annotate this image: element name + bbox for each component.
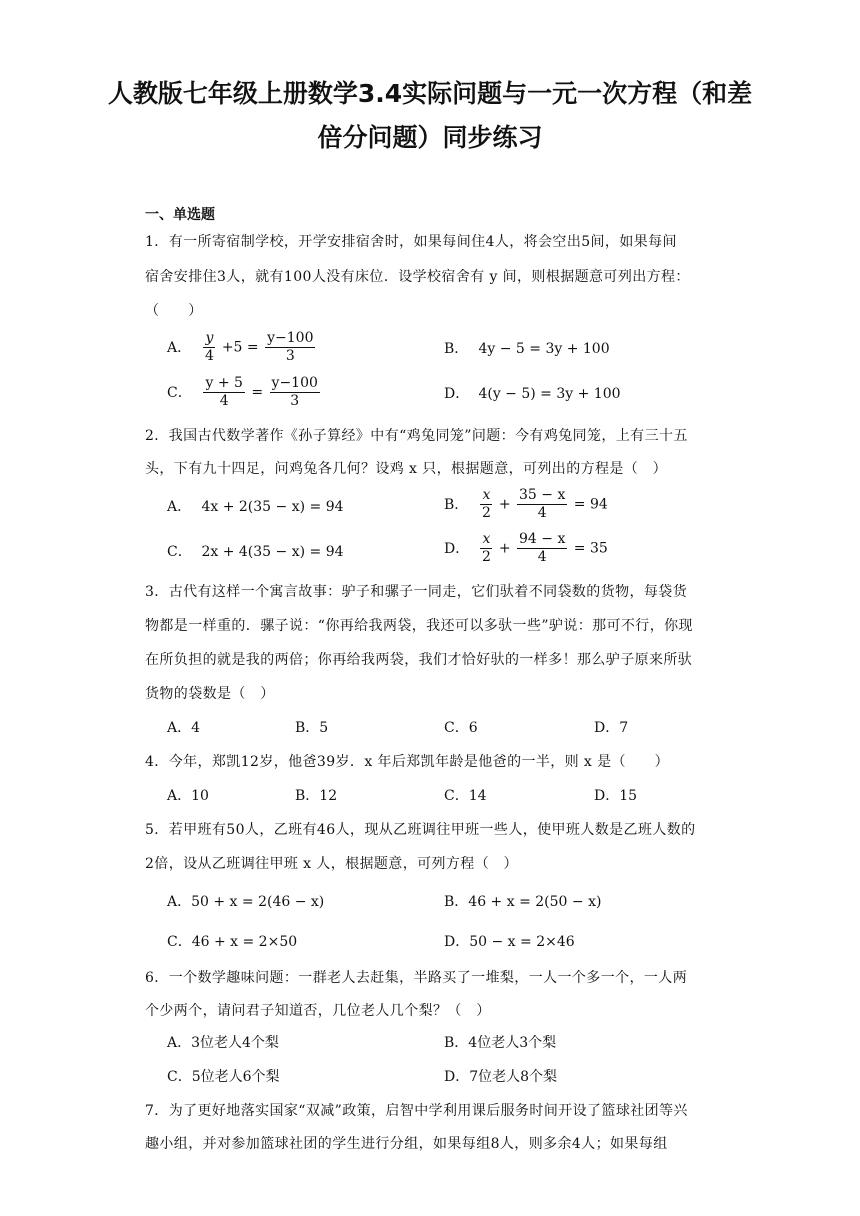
question-1-text-line-2: 宿舍安排住3人，就有100人没有床位．设学校宿舍有 y 间，则根据题意可列出方程： bbox=[145, 269, 690, 285]
question-7-text-line-2: 趣小组，并对参加篮球社团的学生进行分组，如果每组8人，则多余4人；如果每组 bbox=[145, 1136, 668, 1152]
question-5-text-line-2: 2倍，设从乙班调往甲班 x 人，根据题意，可列方程（ ） bbox=[145, 856, 518, 872]
question-3-text-line-2: 物都是一样重的．骡子说：“你再给我两袋，我还可以多驮一些”驴说：那可不行，你现 bbox=[145, 618, 693, 634]
option-label: D． bbox=[444, 540, 470, 557]
option-c-formula: 2x + 4(35 − x) = 94 bbox=[201, 544, 344, 560]
document-title-line-2: 倍分问题）同步练习 bbox=[317, 123, 543, 152]
question-4-option-c[interactable]: C．14 bbox=[444, 788, 487, 804]
question-2-text-line-1: 2．我国古代数学著作《孙子算经》中有“鸡兔同笼”问题：今有鸡兔同笼，上有三十五 bbox=[145, 428, 688, 444]
question-1-option-a[interactable]: A． $\frac{y}{4}$ +5 = $\frac{y-100}{3}$ bbox=[167, 330, 314, 364]
option-label: C． bbox=[167, 544, 192, 560]
question-4-option-b[interactable]: B．12 bbox=[295, 788, 338, 804]
question-3-option-d[interactable]: D．7 bbox=[594, 720, 629, 736]
question-2-text-line-2: 头，下有九十四足，问鸡兔各几何？设鸡 x 只，根据题意，可列出的方程是（ ） bbox=[145, 461, 667, 477]
option-label: B． bbox=[444, 341, 469, 357]
question-6-option-b[interactable]: B．4位老人3个梨 bbox=[444, 1035, 557, 1051]
question-1-option-b[interactable] bbox=[444, 338, 610, 358]
question-4-text-line-1: 4．今年，郑凯12岁，他爸39岁．x 年后郑凯年龄是他爸的一半，则 x 是（ ） bbox=[145, 754, 670, 770]
question-2-option-a[interactable] bbox=[167, 496, 344, 516]
question-2-option-b[interactable]: B． $\frac{x}{2}$ + $\frac{35 - x}{4}$ = 94 bbox=[444, 487, 608, 521]
question-1-option-c[interactable]: C． $\frac{y + 5}{4}$ = $\frac{y-100}{3}$ bbox=[167, 375, 318, 409]
question-6-text-line-1: 6．一个数学趣味问题：一群老人去赶集，半路买了一堆梨，一人一个多一个，一人两 bbox=[145, 970, 688, 986]
question-3-option-c[interactable]: C．6 bbox=[444, 720, 478, 736]
option-label: C． bbox=[167, 384, 192, 401]
question-6-option-a[interactable]: A．3位老人4个梨 bbox=[167, 1035, 279, 1051]
fraction: $\frac{y-100}{3}$ bbox=[271, 375, 318, 409]
question-4-option-d[interactable]: D．15 bbox=[594, 788, 638, 804]
option-label: B． bbox=[444, 496, 469, 513]
option-d-formula: 4(y − 5) = 3y + 100 bbox=[478, 386, 621, 402]
option-a-formula: 4x + 2(35 − x) = 94 bbox=[201, 499, 344, 515]
question-6-text-line-2: 个少两个，请问君子知道否，几位老人几个梨？（ ） bbox=[145, 1003, 491, 1019]
question-3-text-line-3: 在所负担的就是我的两倍；你再给我两袋，我们才恰好驮的一样多！那么驴子原来所驮 bbox=[145, 652, 693, 668]
question-3-option-a[interactable]: A．4 bbox=[167, 720, 201, 736]
fraction: $\frac{x}{2}$ bbox=[481, 487, 491, 521]
question-7-text-line-1: 7．为了更好地落实国家“双减”政策，启智中学利用课后服务时间开设了篮球社团等兴 bbox=[145, 1103, 688, 1119]
question-5-text-line-1: 5．若甲班有50人，乙班有46人，现从乙班调往甲班一些人，使甲班人数是乙班人数的 bbox=[145, 822, 696, 838]
question-6-option-c[interactable]: C．5位老人6个梨 bbox=[167, 1069, 280, 1085]
question-1-text-line-1: 1．有一所寄宿制学校，开学安排宿舍时，如果每间住4人，将会空出5间，如果每间 bbox=[145, 234, 677, 250]
option-b-formula: 4y − 5 = 3y + 100 bbox=[478, 341, 610, 357]
question-2-option-d[interactable]: D． $\frac{x}{2}$ + $\frac{94 - x}{4}$ = 35 bbox=[444, 531, 608, 565]
section-heading: 一、单选题 bbox=[145, 207, 215, 223]
fraction: $\frac{y-100}{3}$ bbox=[267, 330, 314, 364]
question-5-option-b[interactable]: B．46 + x = 2(50 − x) bbox=[444, 894, 602, 910]
question-3-text-line-4: 货物的袋数是（ ） bbox=[145, 686, 275, 702]
question-3-option-b[interactable]: B．5 bbox=[295, 720, 329, 736]
question-3-text-line-1: 3．古代有这样一个寓言故事：驴子和骡子一同走，它们驮着不同袋数的货物，每袋货 bbox=[145, 584, 688, 600]
fraction: $\frac{94 - x}{4}$ bbox=[519, 531, 566, 565]
document-title-line-1: 人教版七年级上册数学3.4实际问题与一元一次方程（和差 bbox=[107, 79, 753, 108]
option-label: A． bbox=[167, 499, 192, 515]
question-1-option-d[interactable] bbox=[444, 383, 621, 403]
question-4-option-a[interactable]: A．10 bbox=[167, 788, 209, 804]
question-5-option-a[interactable]: A．50 + x = 2(46 − x) bbox=[167, 894, 325, 910]
fraction: $\frac{y + 5}{4}$ bbox=[205, 375, 243, 409]
question-6-option-d[interactable]: D．7位老人8个梨 bbox=[444, 1069, 558, 1085]
question-2-option-c[interactable] bbox=[167, 541, 344, 561]
fraction: $\frac{y}{4}$ bbox=[204, 330, 214, 364]
option-label: A． bbox=[167, 339, 192, 356]
question-5-option-c[interactable]: C．46 + x = 2×50 bbox=[167, 934, 298, 950]
fraction: $\frac{x}{2}$ bbox=[481, 531, 491, 565]
fraction: $\frac{35 - x}{4}$ bbox=[519, 487, 566, 521]
question-5-option-d[interactable]: D．50 − x = 2×46 bbox=[444, 934, 575, 950]
option-label: D． bbox=[444, 386, 470, 402]
question-1-text-line-3: （ ） bbox=[145, 303, 203, 319]
